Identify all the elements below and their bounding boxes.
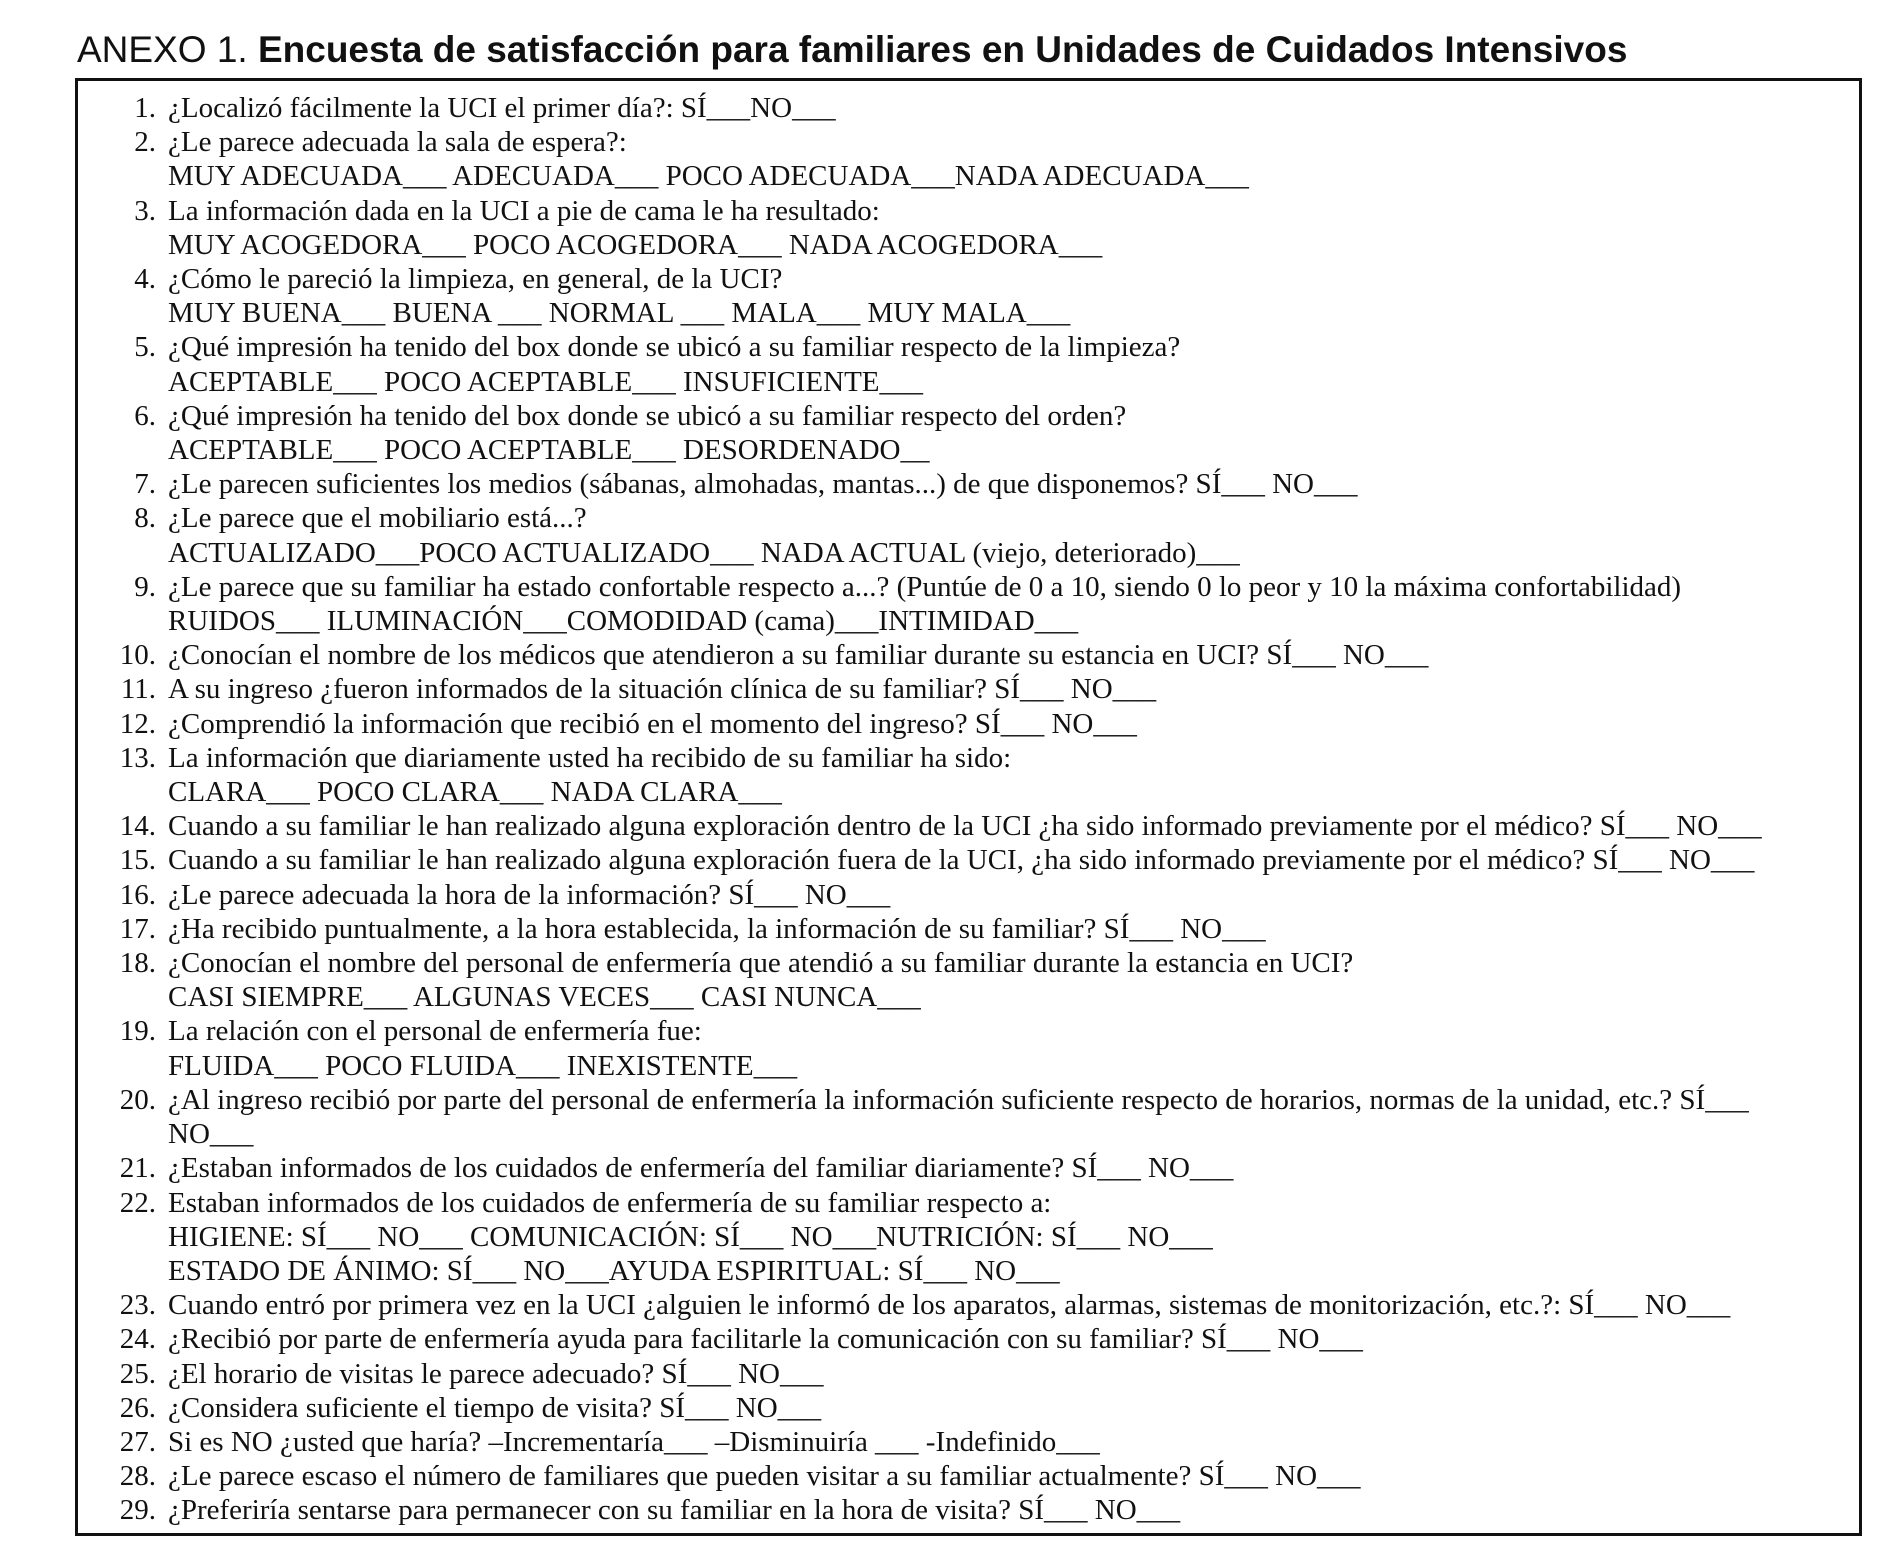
question-number: 22. bbox=[119, 1186, 156, 1219]
question-number: 29. bbox=[119, 1494, 156, 1527]
question-number: 28. bbox=[119, 1460, 156, 1493]
answer-options: CLARA___ POCO CLARA___ NADA CLARA___ bbox=[168, 776, 782, 809]
question-text: Cuando a su familiar le han realizado alguna exploración dentro de la UCI ¿ha sido informado previamente por el médico? SÍ___ NO___ bbox=[168, 810, 1762, 843]
answer-options: NO___ bbox=[168, 1118, 254, 1151]
question-text: Estaban informados de los cuidados de enfermería de su familiar respecto a: bbox=[168, 1186, 1052, 1219]
question-number: 11. bbox=[120, 673, 156, 706]
question-content bbox=[168, 912, 1859, 946]
question-content bbox=[168, 501, 1859, 569]
question-number: 16. bbox=[119, 878, 156, 911]
question-number: 21. bbox=[119, 1152, 156, 1185]
question-content bbox=[168, 1493, 1859, 1527]
answer-options: MUY ADECUADA___ ADECUADA___ POCO ADECUADA___NADA ADECUADA___ bbox=[168, 160, 1249, 193]
question-number: 25. bbox=[119, 1357, 156, 1390]
question-text: ¿Conocían el nombre del personal de enfermería que atendió a su familiar durante la estancia en UCI? bbox=[168, 947, 1354, 980]
question-content bbox=[168, 741, 1859, 809]
question-item bbox=[78, 1459, 1859, 1493]
question-text: ¿Cómo le pareció la limpieza, en general, de la UCI? bbox=[168, 263, 783, 296]
question-content bbox=[168, 1014, 1859, 1082]
question-text: Cuando a su familiar le han realizado alguna exploración fuera de la UCI, ¿ha sido informado previamente por el médico? SÍ___ NO___ bbox=[168, 844, 1755, 877]
question-text: ¿Considera suficiente el tiempo de visita? SÍ___ NO___ bbox=[168, 1391, 822, 1424]
question-text: ¿Le parece que su familiar ha estado confortable respecto a...? (Puntúe de 0 a 10, siendo 0 lo peor y 10 la máxima confortabilidad) bbox=[168, 570, 1682, 603]
question-number: 2. bbox=[134, 126, 156, 159]
question-item bbox=[78, 1288, 1859, 1322]
question-number: 18. bbox=[119, 947, 156, 980]
question-text: ¿Qué impresión ha tenido del box donde se ubicó a su familiar respecto de la limpieza? bbox=[168, 331, 1181, 364]
question-text: ¿Al ingreso recibió por parte del personal de enfermería la información suficiente respecto de horarios, normas de la unidad, etc.? SÍ___ bbox=[168, 1083, 1749, 1116]
question-content bbox=[168, 809, 1859, 843]
question-item bbox=[78, 707, 1859, 741]
answer-options: ESTADO DE ÁNIMO: SÍ___ NO___AYUDA ESPIRITUAL: SÍ___ NO___ bbox=[168, 1254, 1060, 1287]
question-item bbox=[78, 91, 1859, 125]
question-number: 1. bbox=[134, 92, 156, 124]
question-content bbox=[168, 1391, 1859, 1425]
question-item bbox=[78, 741, 1859, 809]
question-number: 3. bbox=[134, 194, 156, 227]
question-item bbox=[78, 262, 1859, 330]
question-item bbox=[78, 946, 1859, 1014]
question-number: 27. bbox=[119, 1425, 156, 1458]
answer-options: MUY ACOGEDORA___ POCO ACOGEDORA___ NADA ACOGEDORA___ bbox=[168, 228, 1103, 261]
question-item bbox=[78, 467, 1859, 501]
question-content bbox=[168, 1322, 1859, 1356]
answer-options: ACEPTABLE___ POCO ACEPTABLE___ INSUFICIENTE___ bbox=[168, 365, 924, 398]
question-number: 15. bbox=[119, 844, 156, 877]
question-item bbox=[78, 1083, 1859, 1151]
question-text: ¿Estaban informados de los cuidados de enfermería del familiar diariamente? SÍ___ NO___ bbox=[168, 1152, 1234, 1185]
question-content bbox=[168, 399, 1859, 467]
question-item bbox=[78, 878, 1859, 912]
question-text: ¿Recibió por parte de enfermería ayuda para facilitarle la comunicación con su familiar? SÍ___ NO___ bbox=[168, 1323, 1363, 1356]
question-content bbox=[168, 1186, 1859, 1289]
question-text: ¿Le parece que el mobiliario está...? bbox=[168, 502, 587, 535]
question-list bbox=[78, 91, 1859, 1528]
question-text: ¿Ha recibido puntualmente, a la hora establecida, la información de su familiar? SÍ___ NO___ bbox=[168, 912, 1266, 945]
question-item bbox=[78, 194, 1859, 262]
question-content bbox=[168, 1151, 1859, 1185]
answer-options: HIGIENE: SÍ___ NO___ COMUNICACIÓN: SÍ___ NO___NUTRICIÓN: SÍ___ NO___ bbox=[168, 1220, 1213, 1253]
question-text: ¿Comprendió la información que recibió en el momento del ingreso? SÍ___ NO___ bbox=[168, 707, 1137, 740]
question-text: ¿Qué impresión ha tenido del box donde se ubicó a su familiar respecto del orden? bbox=[168, 399, 1127, 432]
question-content bbox=[168, 125, 1859, 193]
question-item bbox=[78, 809, 1859, 843]
question-number: 12. bbox=[119, 707, 156, 740]
question-item bbox=[78, 570, 1859, 638]
question-content bbox=[168, 330, 1859, 398]
question-content bbox=[168, 672, 1859, 706]
question-content bbox=[168, 1357, 1859, 1391]
question-number: 7. bbox=[134, 468, 156, 501]
question-content bbox=[168, 570, 1859, 638]
question-number: 9. bbox=[134, 570, 156, 603]
question-number: 10. bbox=[119, 639, 156, 672]
question-text: ¿Le parece adecuada la sala de espera?: bbox=[168, 126, 627, 159]
question-text: Cuando entró por primera vez en la UCI ¿alguien le informó de los aparatos, alarmas, sistemas de monitorización, etc.?: SÍ___ NO___ bbox=[168, 1289, 1731, 1322]
question-item bbox=[78, 1151, 1859, 1185]
question-number: 23. bbox=[119, 1289, 156, 1322]
question-number: 8. bbox=[134, 502, 156, 535]
question-number: 5. bbox=[134, 331, 156, 364]
answer-options: MUY BUENA___ BUENA ___ NORMAL ___ MALA___ MUY MALA___ bbox=[168, 297, 1071, 330]
question-number: 19. bbox=[119, 1015, 156, 1048]
question-content bbox=[168, 1425, 1859, 1459]
question-number: 20. bbox=[119, 1083, 156, 1116]
question-item bbox=[78, 1493, 1859, 1527]
question-text: ¿Le parecen suficientes los medios (sábanas, almohadas, mantas...) de que disponemos? SÍ___ NO___ bbox=[168, 468, 1358, 501]
answer-options: ACEPTABLE___ POCO ACEPTABLE___ DESORDENADO__ bbox=[168, 434, 930, 467]
question-item bbox=[78, 843, 1859, 877]
question-text: ¿Conocían el nombre de los médicos que atendieron a su familiar durante su estancia en UCI? SÍ___ NO___ bbox=[168, 639, 1429, 672]
title-main: Encuesta de satisfacción para familiares en Unidades de Cuidados Intensivos bbox=[257, 29, 1628, 70]
question-item bbox=[78, 1014, 1859, 1082]
question-content bbox=[168, 878, 1859, 912]
question-number: 4. bbox=[134, 263, 156, 296]
question-text: ¿Le parece escaso el número de familiares que pueden visitar a su familiar actualmente? SÍ___ NO___ bbox=[168, 1460, 1361, 1493]
document-title bbox=[77, 28, 1627, 72]
question-item bbox=[78, 501, 1859, 569]
question-text: ¿El horario de visitas le parece adecuado? SÍ___ NO___ bbox=[168, 1357, 824, 1390]
question-item bbox=[78, 1425, 1859, 1459]
question-content bbox=[168, 843, 1859, 877]
question-content bbox=[168, 638, 1859, 672]
question-number: 26. bbox=[119, 1391, 156, 1424]
question-content bbox=[168, 1459, 1859, 1493]
survey-box bbox=[75, 78, 1862, 1536]
title-prefix: ANEXO 1. bbox=[77, 29, 248, 70]
answer-options: FLUIDA___ POCO FLUIDA___ INEXISTENTE___ bbox=[168, 1049, 798, 1082]
question-item bbox=[78, 330, 1859, 398]
question-content bbox=[168, 91, 1859, 125]
question-content bbox=[168, 1083, 1859, 1151]
question-content bbox=[168, 194, 1859, 262]
question-content bbox=[168, 262, 1859, 330]
question-number: 14. bbox=[119, 810, 156, 843]
question-number: 24. bbox=[119, 1323, 156, 1356]
question-item bbox=[78, 672, 1859, 706]
question-content bbox=[168, 467, 1859, 501]
question-text: La información dada en la UCI a pie de cama le ha resultado: bbox=[168, 194, 880, 227]
question-text: La relación con el personal de enfermería fue: bbox=[168, 1015, 702, 1048]
question-content bbox=[168, 707, 1859, 741]
question-text: A su ingreso ¿fueron informados de la situación clínica de su familiar? SÍ___ NO___ bbox=[168, 673, 1157, 706]
question-item bbox=[78, 1186, 1859, 1289]
question-item bbox=[78, 125, 1859, 193]
question-text: ¿Le parece adecuada la hora de la información? SÍ___ NO___ bbox=[168, 878, 891, 911]
question-number: 17. bbox=[119, 912, 156, 945]
question-number: 13. bbox=[119, 741, 156, 774]
question-item bbox=[78, 1391, 1859, 1425]
question-content bbox=[168, 946, 1859, 1014]
question-item bbox=[78, 1357, 1859, 1391]
question-item bbox=[78, 1322, 1859, 1356]
question-content bbox=[168, 1288, 1859, 1322]
question-item bbox=[78, 638, 1859, 672]
question-text: ¿Preferiría sentarse para permanecer con su familiar en la hora de visita? SÍ___ NO___ bbox=[168, 1494, 1181, 1527]
question-item bbox=[78, 399, 1859, 467]
answer-options: RUIDOS___ ILUMINACIÓN___COMODIDAD (cama)___INTIMIDAD___ bbox=[168, 605, 1079, 638]
answer-options: CASI SIEMPRE___ ALGUNAS VECES___ CASI NUNCA___ bbox=[168, 981, 921, 1014]
question-item bbox=[78, 912, 1859, 946]
question-text: La información que diariamente usted ha recibido de su familiar ha sido: bbox=[168, 741, 1012, 774]
question-number: 6. bbox=[134, 399, 156, 432]
question-text: ¿Localizó fácilmente la UCI el primer día?: SÍ___NO___ bbox=[168, 92, 836, 124]
answer-options: ACTUALIZADO___POCO ACTUALIZADO___ NADA ACTUAL (viejo, deteriorado)___ bbox=[168, 536, 1240, 569]
question-text: Si es NO ¿usted que haría? –Incrementaría___ –Disminuiría ___ -Indefinido___ bbox=[168, 1425, 1100, 1458]
